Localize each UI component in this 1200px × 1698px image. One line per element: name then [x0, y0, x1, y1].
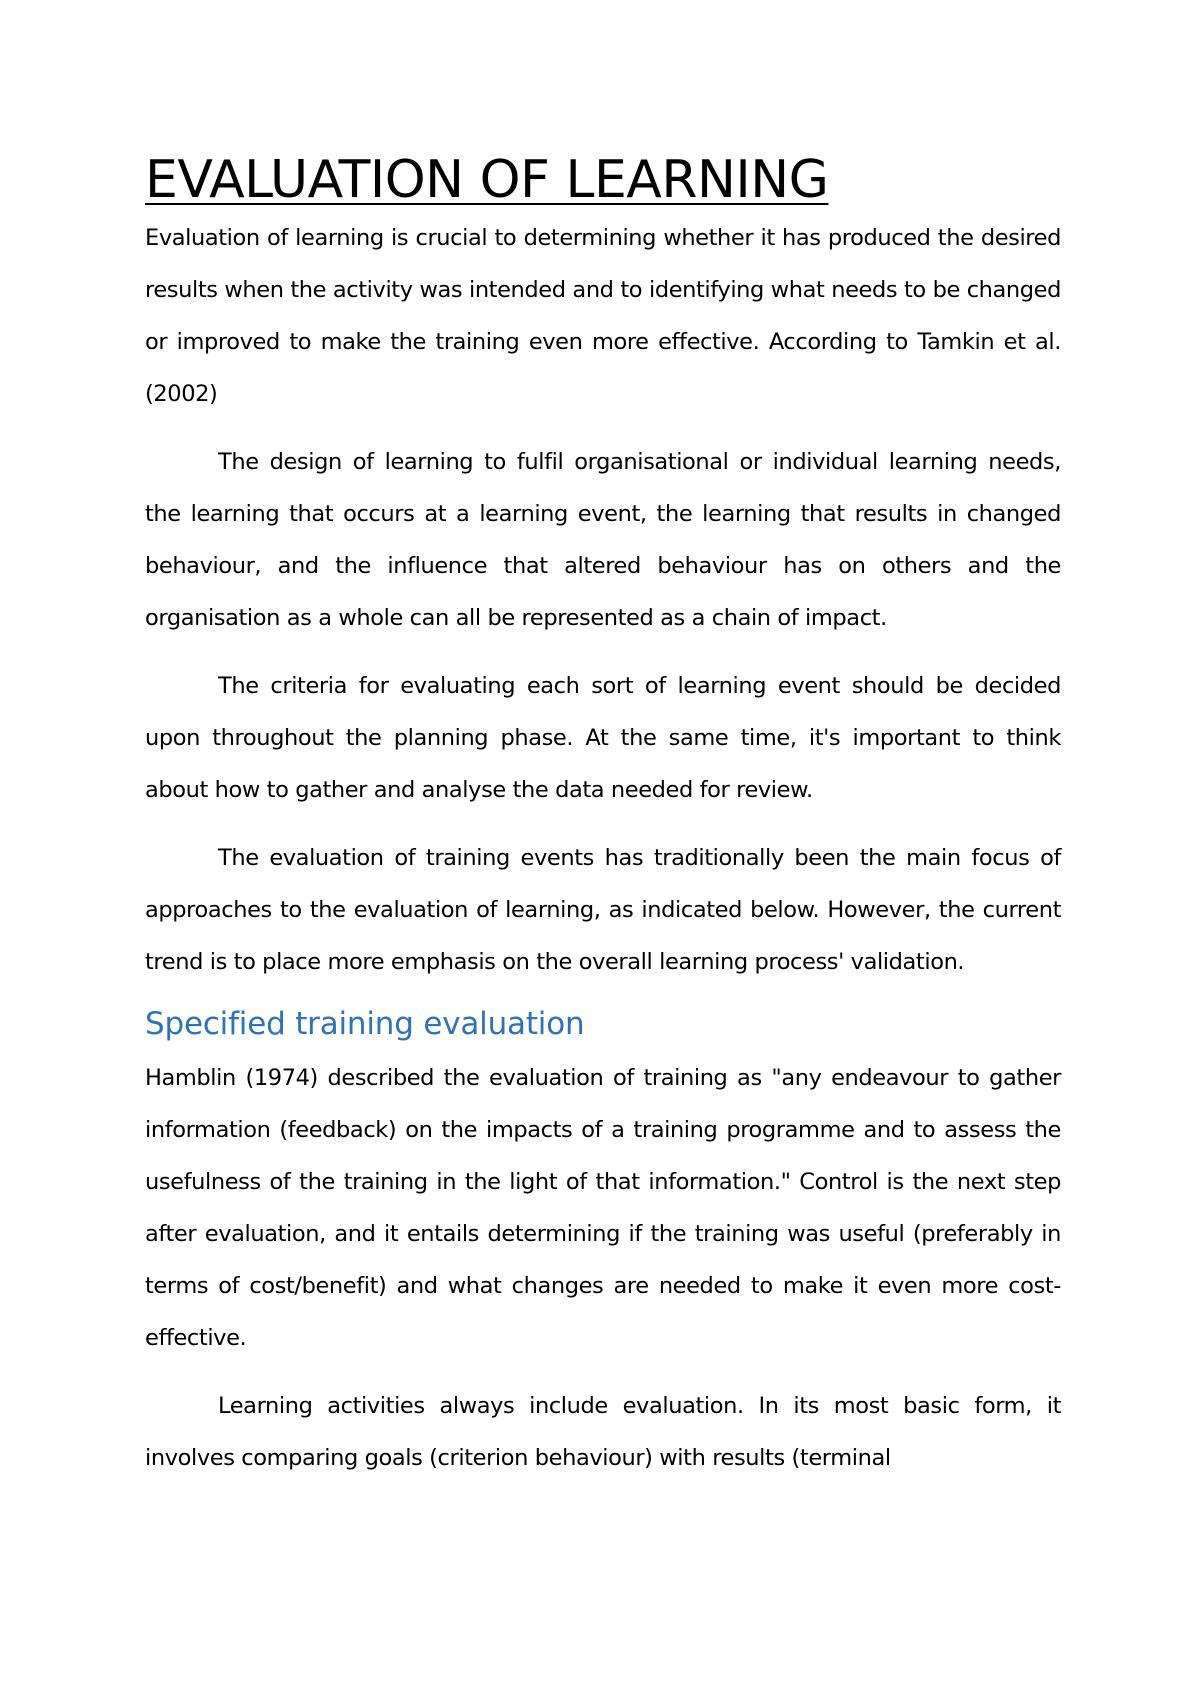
- paragraph-traditional-focus: The evaluation of training events has traditionally been the main focus of approaches to the evaluation of learning, as indicated below. However, the current trend is to place more emphasis on the overall learning process' validation.: [145, 845, 1061, 975]
- section-heading: Specified training evaluation: [145, 1006, 585, 1042]
- document-body: [145, 150, 1061, 1500]
- paragraph-hamblin: Hamblin (1974) described the evaluation of training as "any endeavour to gather information (feedback) on the impacts of a training programme and to assess the usefulness of the training in the light of that information." Control is the next step after evaluation, and it entails determining if the training was useful (preferably in terms of cost/benefit) and what changes are needed to make it even more cost-effective.: [145, 1065, 1061, 1351]
- paragraph-learning-activities: Learning activities always include evaluation. In its most basic form, it involves comparing goals (criterion behaviour) with results (terminal: [145, 1393, 1061, 1471]
- paragraph-criteria: The criteria for evaluating each sort of learning event should be decided upon throughout the planning phase. At the same time, it's important to think about how to gather and analyse the data needed for review.: [145, 673, 1061, 803]
- paragraph-intro: Evaluation of learning is crucial to determining whether it has produced the desired results when the activity was intended and to identifying what needs to be changed or improved to make the training even more effective. According to Tamkin et al. (2002): [145, 225, 1061, 407]
- document-title: EVALUATION OF LEARNING: [145, 150, 829, 210]
- paragraph-chain-of-impact: The design of learning to fulfil organisational or individual learning needs, the learning that occurs at a learning event, the learning that results in changed behaviour, and the influence that altered behaviour has on others and the organisation as a whole can all be represented as a chain of impact.: [145, 449, 1061, 631]
